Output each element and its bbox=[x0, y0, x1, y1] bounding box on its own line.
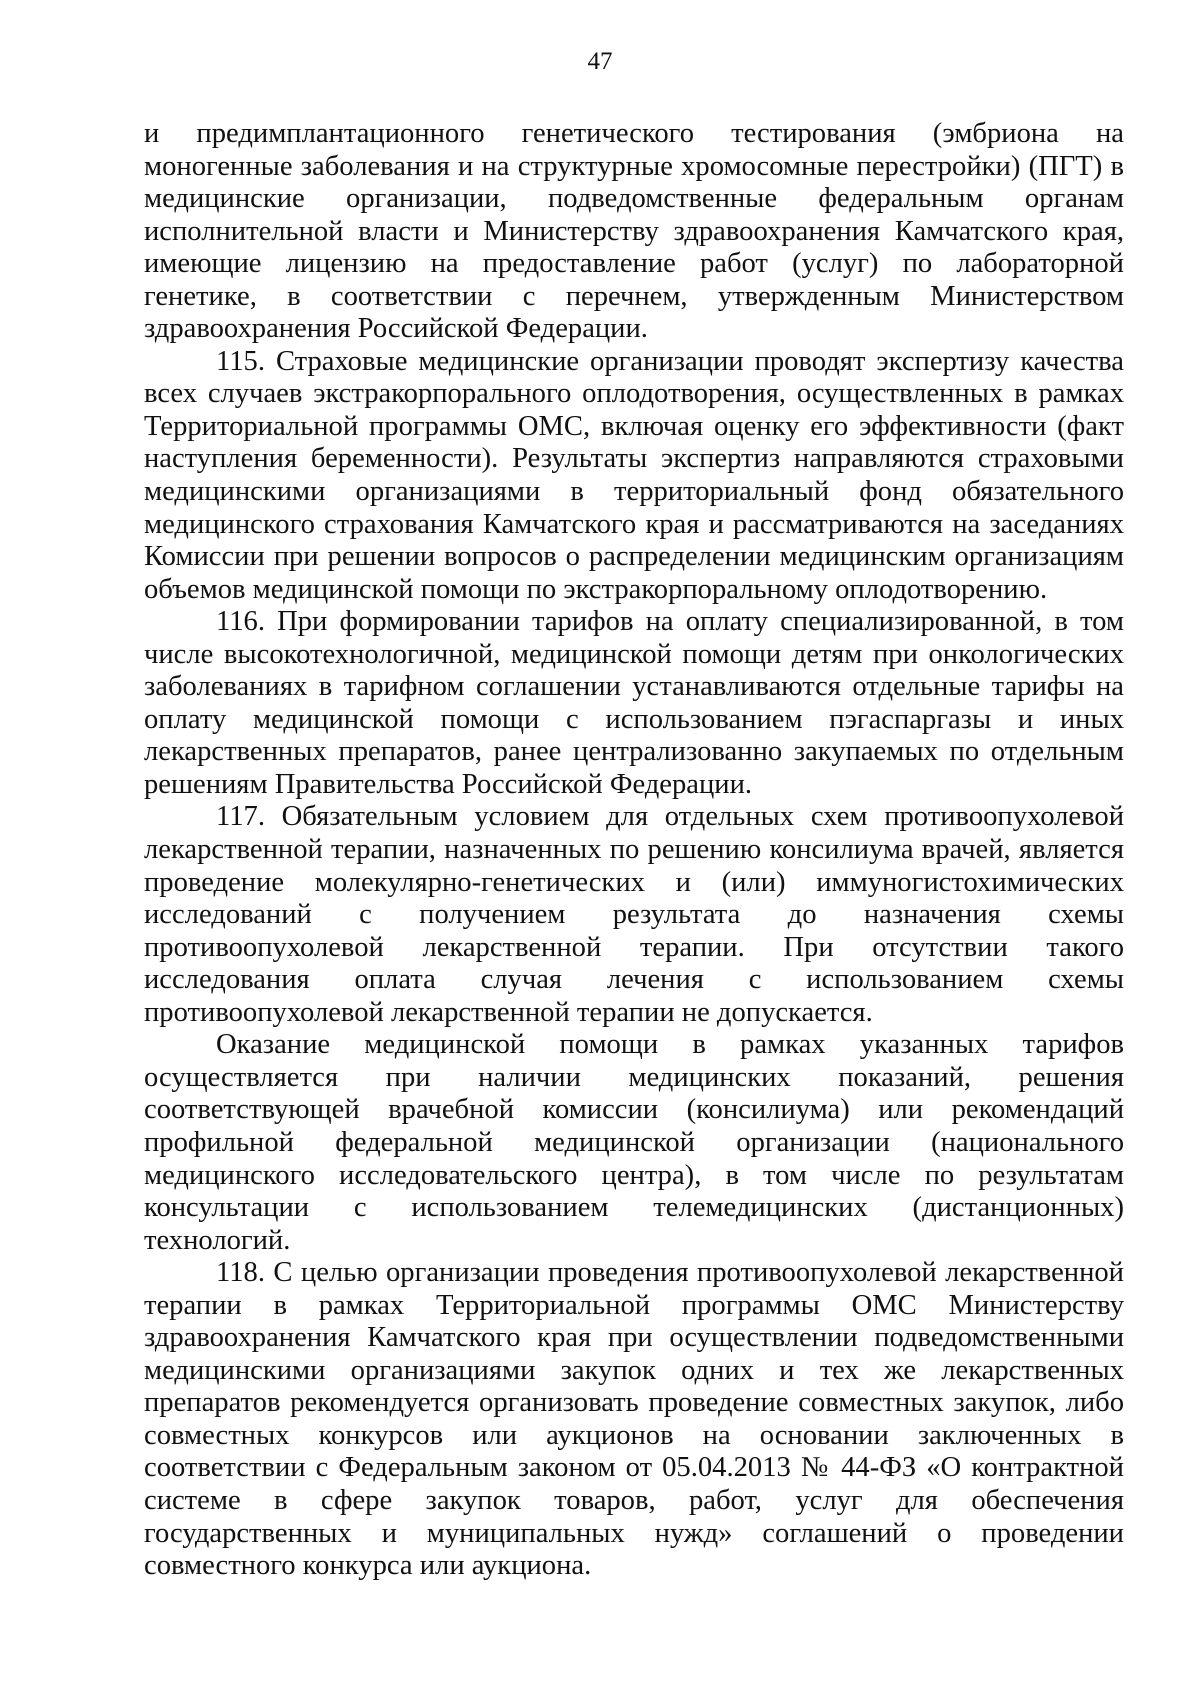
paragraph-continuation: и предимплантационного генетического тестирования (эмбриона на моногенные заболевания и на структурные хромосомные перестройки) (ПГТ) в медицинские организации, подведомственные федеральным органам исполнительной власти и Министерству здравоохранения Камчатского края, имеющие лицензию на предоставление работ (услуг) по лабораторной генетике, в соответствии с перечнем, утвержденным Министерством здравоохранения Российской Федерации. bbox=[144, 118, 1124, 345]
paragraph-117: 117. Обязательным условием для отдельных схем противоопухолевой лекарственной терапии, назначенных по решению консилиума врачей, является проведение молекулярно-генетических и (или) иммуногистохимических исследований с получением результата до назначения схемы противоопухолевой лекарственной терапии. При отсутствии такого исследования оплата случая лечения с использованием схемы противоопухолевой лекарственной терапии не допускается. bbox=[144, 801, 1124, 1028]
document-body bbox=[144, 118, 1124, 1583]
paragraph-116: 116. При формировании тарифов на оплату специализированной, в том числе высокотехнологичной, медицинской помощи детям при онкологических заболеваниях в тарифном соглашении устанавливаются отдельные тарифы на оплату медицинской помощи с использованием пэгаспаргазы и иных лекарственных препаратов, ранее централизованно закупаемых по отдельным решениям Правительства Российской Федерации. bbox=[144, 606, 1124, 800]
page-number: 47 bbox=[587, 48, 613, 75]
paragraph-115: 115. Страховые медицинские организации проводят экспертизу качества всех случаев экстракорпорального оплодотворения, осуществленных в рамках Территориальной программы ОМС, включая оценку его эффективности (факт наступления беременности). Результаты экспертиз направляются страховыми медицинскими организациями в территориальный фонд обязательного медицинского страхования Камчатского края и рассматриваются на заседаниях Комиссии при решении вопросов о распределении медицинским организациям объемов медицинской помощи по экстракорпоральному оплодотворению. bbox=[144, 345, 1124, 605]
paragraph-117-provision: Оказание медицинской помощи в рамках указанных тарифов осуществляется при наличии медицинских показаний, решения соответствующей врачебной комиссии (консилиума) или рекомендаций профильной федеральной медицинской организации (национального медицинского исследовательского центра), в том числе по результатам консультации с использованием телемедицинских (дистанционных) технологий. bbox=[144, 1029, 1124, 1256]
paragraph-118: 118. С целью организации проведения противоопухолевой лекарственной терапии в рамках Территориальной программы ОМС Министерству здравоохранения Камчатского края при осуществлении подведомственными медицинскими организациями закупок одних и тех же лекарственных препаратов рекомендуется организовать проведение совместных закупок, либо совместных конкурсов или аукционов на основании заключенных в соответствии с Федеральным законом от 05.04.2013 № 44-ФЗ «О контрактной системе в сфере закупок товаров, работ, услуг для обеспечения государственных и муниципальных нужд» соглашений о проведении совместного конкурса или аукциона. bbox=[144, 1257, 1124, 1582]
